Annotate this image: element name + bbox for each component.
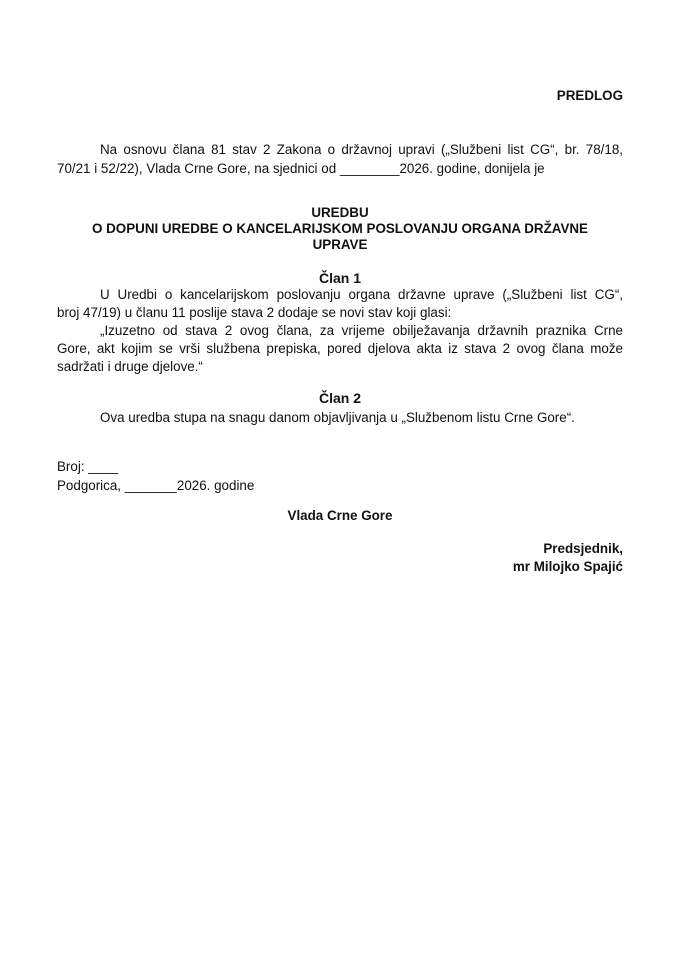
- article-2-heading: Član 2: [318, 390, 361, 406]
- title-line: UREDBU: [311, 205, 369, 220]
- reference-number: Broj: ____: [57, 459, 119, 474]
- signatory-name: mr Milojko Spajić: [512, 559, 623, 574]
- reference-block: [57, 457, 254, 495]
- article-1-body: [57, 286, 623, 376]
- signature-block: [513, 540, 623, 576]
- title-line: O DOPUNI UREDBE O KANCELARIJSKOM POSLOVANJU ORGANA DRŽAVNE: [92, 221, 588, 236]
- article-1-heading: Član 1: [318, 270, 361, 286]
- document-page: [57, 0, 623, 960]
- place-date: Podgorica, _______2026. godine: [57, 478, 255, 493]
- article-line: Gore, akt kojim se vrši službena prepiska, pored djelova akta iz stava 2 ovog člana može: [57, 341, 623, 356]
- proposal-label: PREDLOG: [556, 88, 623, 103]
- signatory-title: Predsjednik,: [543, 541, 623, 556]
- article-2-body: Ova uredba stupa na snagu danom objavljivanja u „Službenom listu Crne Gore“.: [100, 410, 575, 425]
- preamble-line: 70/21 i 52/22), Vlada Crne Gore, na sjednici od ________2026. godine, donijela je: [57, 161, 545, 176]
- government-name: Vlada Crne Gore: [287, 508, 393, 523]
- article-line: U Uredbi o kancelarijskom poslovanju organa državne uprave („Službeni list CG“,: [100, 287, 623, 302]
- article-line: sadržati i druge djelove.“: [57, 359, 203, 374]
- title-line: UPRAVE: [312, 237, 368, 252]
- article-line: „Izuzetno od stava 2 ovog člana, za vrijeme obilježavanja državnih praznika Crne: [100, 323, 623, 338]
- preamble-line: Na osnovu člana 81 stav 2 Zakona o državnoj upravi („Službeni list CG“, br. 78/18,: [100, 142, 623, 157]
- document-title: [57, 205, 623, 253]
- article-line: broj 47/19) u članu 11 poslije stava 2 dodaje se novi stav koji glasi:: [57, 305, 452, 320]
- preamble: [57, 140, 623, 178]
